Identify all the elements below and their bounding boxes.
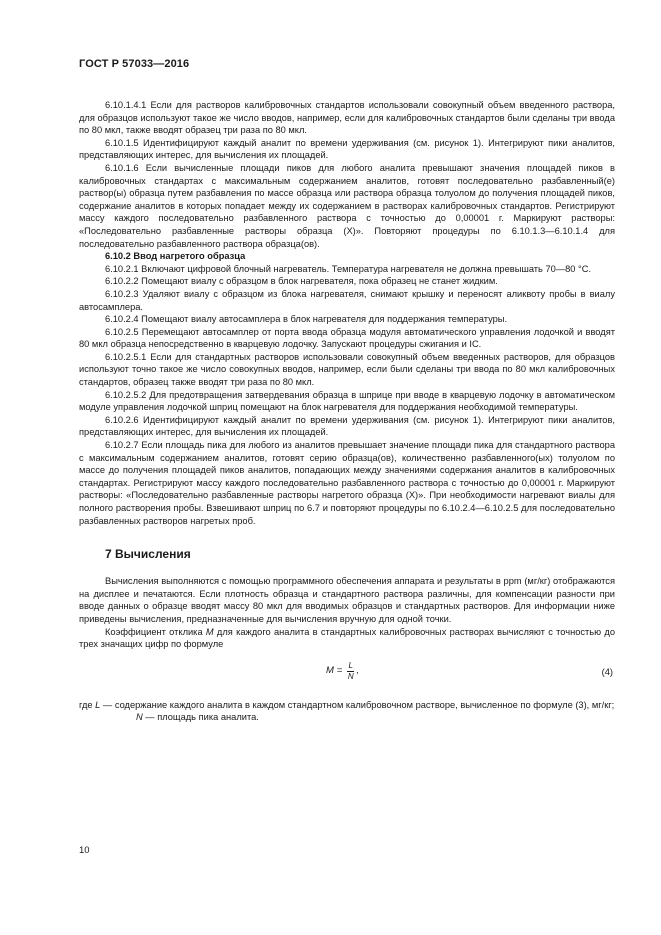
formula-lhs: M (326, 664, 334, 676)
subsection-heading-6-10-2: 6.10.2 Ввод нагретого образца (105, 251, 246, 262)
paragraph-6-10-2-1: 6.10.2.1 Включают цифровой блочный нагреватель. Температура нагревателя не должна превышать 70—80 °С. (105, 263, 592, 274)
paragraph-6-10-2-5: 6.10.2.5 Перемещают автосамплер от порта ввода образца модуля автоматического управления лодочкой и вводят 80 мкл образца непосредственно в кварцевую лодочку. Запускают процедуры сжигания и IC. (79, 326, 615, 350)
formula-4 (79, 659, 615, 695)
formula-number: (4) (601, 666, 613, 677)
formula-fraction (347, 661, 353, 682)
paragraph-6-10-2-4: 6.10.2.4 Помещают виалу автосамплера в блок нагревателя для поддержания температуры. (105, 314, 508, 325)
variable-m: M (205, 626, 214, 637)
formula-trailing-comma: , (355, 664, 359, 676)
formula-denominator: N (347, 671, 354, 681)
legend-l: где L — содержание каждого аналита в каждом стандартном калибровочном растворе, вычисленное по формуле (3), мг/кг; (79, 699, 615, 710)
legend-n: N — площадь пика аналита. (136, 712, 259, 723)
document-header: ГОСТ Р 57033—2016 (79, 58, 190, 70)
paragraph-6-10-1-4-1: 6.10.1.4.1 Если для растворов калибровочных стандартов использовали совокупный объем введенного раствора, для образцов используют такое же число вводов, например, если для калибровочных стандартов были сделаны три ввода по 80 мкл, также вводят образец три раза по 80 мкл. (79, 100, 615, 136)
formula-equals: = (336, 664, 343, 676)
paragraph-6-10-2-2: 6.10.2.2 Помещают виалу с образцом в блок нагревателя, пока образец не станет жидким. (105, 276, 498, 287)
formula-expression (326, 661, 359, 682)
paragraph-6-10-2-5-1: 6.10.2.5.1 Если для стандартных растворов использовали совокупный объем введенных растворов, для образцов используют точно такое же число совокупных вводов, например, если были сделаны три ввода по 80 мкл калибровочных стандартов, образец также вводят три раза по 80 мкл. (79, 351, 615, 388)
paragraph-7-intro: Вычисления выполняются с помощью программного обеспечения аппарата и результаты в ppm (мг/кг) отображаются на дисплее и печатаются. Если плотность образца и стандартного раствора различны, для компенсации разности при вводе данных о образце вводят массу 80 мкл для вводимых образцов и стандартных растворов. Для информации ниже приведены вычисления, предназначенные для вычисления вручную для одной точки. (79, 576, 615, 624)
paragraph-6-10-2-7: 6.10.2.7 Если площадь пика для любого из аналитов превышает значение площади пика для стандартного раствора с максимальным содержанием аналитов, готовят серию образца(ов), количественно разбавленного(ых) толуолом по массе до получения площадей пиков аналитов, попадающих между значениями содержания аналитов в калибровочных стандартах. Регистрируют массу каждого последовательно разбавленного раствора с точностью до 0,00001 г. Маркируют растворы: «Последовательно разбавленные растворы нагретого образца (Х)». При необходимости нагревают виалы для полного растворения пробы. Взвешивают шприц по 6.7 и повторяют процедуры по 6.10.2.4—6.10.2.5 для последовательно разбавленных растворов нагретых проб. (79, 440, 615, 526)
page-number: 10 (79, 845, 90, 856)
document-body (79, 99, 615, 724)
paragraph-6-10-1-6: 6.10.1.6 Если вычисленные площади пиков для любого аналита превышают значения площадей пиков в калибровочных стандартах с максимальным содержанием аналитов, готовят последовательно разбавленный(е) раствор(ы) образца путем разбавления по массе образца или раствора образца толуолом до получения площадей пиков, содержание аналитов в которых попадает между их содержанием в растворах калибровочных стандартов. Регистрируют массу каждого последовательно разбавленного раствора с точностью до 0,00001 г. Маркируют растворы: «Последовательно разбавленные растворы образца (Х)». Повторяют процедуры по 6.10.1.3—6.10.1.4 для последовательно разбавленного раствора образца(ов). (79, 162, 615, 249)
section-heading-7: 7 Вычисления (105, 547, 191, 562)
formula-numerator: L (348, 660, 353, 670)
paragraph-6-10-2-5-2: 6.10.2.5.2 Для предотвращения затвердевания образца в шприце при вводе в кварцевую лодочку в автоматическом модуле управления лодочкой шприц помещают на блок нагревателя для поддержания необходимой температуры. (79, 389, 615, 413)
paragraph-6-10-2-6: 6.10.2.6 Идентифицируют каждый аналит по времени удерживания (см. рисунок 1). Интегрируют пики аналитов, представляющих интерес, для вычисления их площадей. (79, 414, 615, 438)
paragraph-6-10-1-5: 6.10.1.5 Идентифицируют каждый аналит по времени удерживания (см. рисунок 1). Интегрируют пики аналитов, представляющих интерес, для вычисления их площадей. (79, 137, 615, 161)
paragraph-6-10-2-3: 6.10.2.3 Удаляют виалу с образцом из блока нагревателя, снимают крышку и переносят аликвоту пробы в виалу автосамплера. (79, 288, 615, 312)
paragraph-7-response-factor: Коэффициент отклика M для каждого аналита в стандартных калибровочных растворах вычисляют с точностью до трех значащих цифр по формуле (79, 626, 615, 650)
